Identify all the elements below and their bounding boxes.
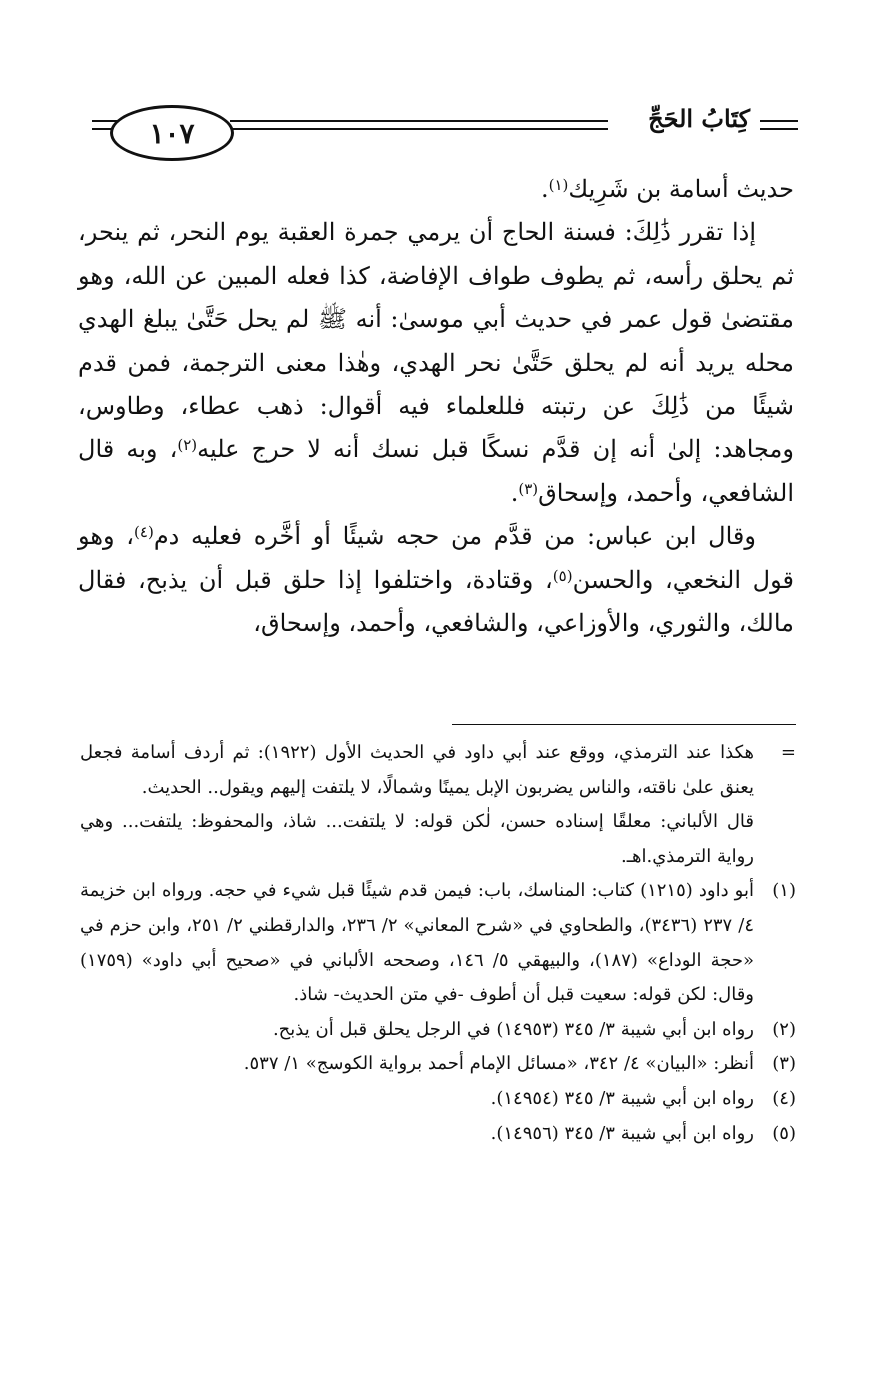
footnote-item: (٥) رواه ابن أبي شيبة ٣/ ٣٤٥ (١٤٩٥٦). xyxy=(80,1117,796,1152)
page-number: ١٠٧ xyxy=(110,105,234,161)
header-rule xyxy=(760,128,798,130)
footnote-number: (١) xyxy=(772,880,796,902)
footnote-divider xyxy=(452,724,796,725)
footnote-number: (٤) xyxy=(772,1087,796,1109)
footnote-ref: (٣) xyxy=(518,479,539,498)
paragraph: حديث أسامة بن شَرِيك$^{(١)}$. xyxy=(540,175,794,203)
footnote-ref: (١) xyxy=(548,176,569,194)
footnote-ref: (٤) xyxy=(134,523,154,542)
header-rule xyxy=(230,128,608,130)
footnotes xyxy=(80,736,796,1151)
footnote-continuation: = هكذا عند الترمذي، ووقع عند أبي داود في الحديث الأول (١٩٢٢): ثم أردف أسامة فجعل يعنق علىٰ ناقته، والناس يضربون الإبل يمينًا وشمالًا، لا يلتفت إليهم ويقول.. الحديث. xyxy=(80,736,796,805)
footnote-item: (٢) رواه ابن أبي شيبة ٣/ ٣٤٥ (١٤٩٥٣) في الرجل يحلق قبل أن يذبح. xyxy=(80,1013,796,1048)
running-title: كِتَابُ الحَجِّ xyxy=(648,104,750,133)
footnote-item: (١) أبو داود (١٢١٥) كتاب: المناسك، باب: فيمن قدم شيئًا قبل شيء في حجه. ورواه ابن خزيمة ٤/ ٢٣٧ (٣٤٣٦)، والطحاوي في «شرح المعاني» ٢/ ٢٣٦، والدارقطني ٢/ ٢٥١، وابن حزم في «حجة الوداع» (١٨٧)، والبيهقي ٥/ ١٤٦، وصححه الألباني في «صحيح أبي داود» (١٧٥٩) وقال: لكن قوله: سعيت قبل أن أطوف -في متن الحديث- شاذ. xyxy=(80,874,796,1012)
paragraph: وقال ابن عباس: من قدَّم من حجه شيئًا أو أخَّره فعليه دم$^{(٤)}$، وهو قول النخعي، والحسن$^{(٥)}$، وقتادة، واختلفوا إذا حلق قبل أن يذبح، فقال مالك، والثوري، والأوزاعي، والشافعي، وأحمد، وإسحاق، xyxy=(78,522,794,638)
footnote-continuation: قال الألباني: معلقًا إسناده حسن، لٰكن قوله: لا يلتفت... شاذ، والمحفوظ: يلتفت... وهي رواية الترمذي.اهـ. xyxy=(80,811,754,867)
header-rule xyxy=(230,120,608,122)
footnote-number: (٢) xyxy=(772,1018,796,1040)
footnote-number: (٣) xyxy=(772,1053,796,1075)
page-header xyxy=(70,98,798,158)
main-text xyxy=(78,168,794,645)
footnote-ref: (٥) xyxy=(552,566,573,585)
footnote-number: (٥) xyxy=(772,1122,796,1144)
paragraph: إذا تقرر ذَٰلِكَ: فسنة الحاج أن يرمي جمرة العقبة يوم النحر، ثم ينحر، ثم يحلق رأسه، ثم يطوف طواف الإفاضة، كذا فعله المبين عن الله، وهو مقتضىٰ قول عمر في حديث أبي موسىٰ: أنه ﷺ لم يحل حَتَّىٰ يبلغ الهدي محله يريد أنه لم يحلق حَتَّىٰ نحر الهدي، وهٰذا معنى الترجمة، فمن قدم شيئًا من ذَٰلِكَ عن رتبته فللعلماء فيه أقوال: ذهب عطاء، وطاوس، ومجاهد: إلىٰ أنه إن قدَّم نسكًا قبل نسك أنه لا حرج عليه$^{(٢)}$، وبه قال الشافعي، وأحمد، وإسحاق$^{(٣)}$. xyxy=(78,218,794,507)
footnote-ref: (٢) xyxy=(177,436,198,455)
footnote-item: (٤) رواه ابن أبي شيبة ٣/ ٣٤٥ (١٤٩٥٤). xyxy=(80,1082,796,1117)
footnote-item: (٣) أنظر: «البيان» ٤/ ٣٤٢، «مسائل الإمام أحمد برواية الكوسج» ١/ ٥٣٧. xyxy=(80,1047,796,1082)
header-rule xyxy=(760,120,798,122)
continuation-mark: = xyxy=(780,742,796,763)
